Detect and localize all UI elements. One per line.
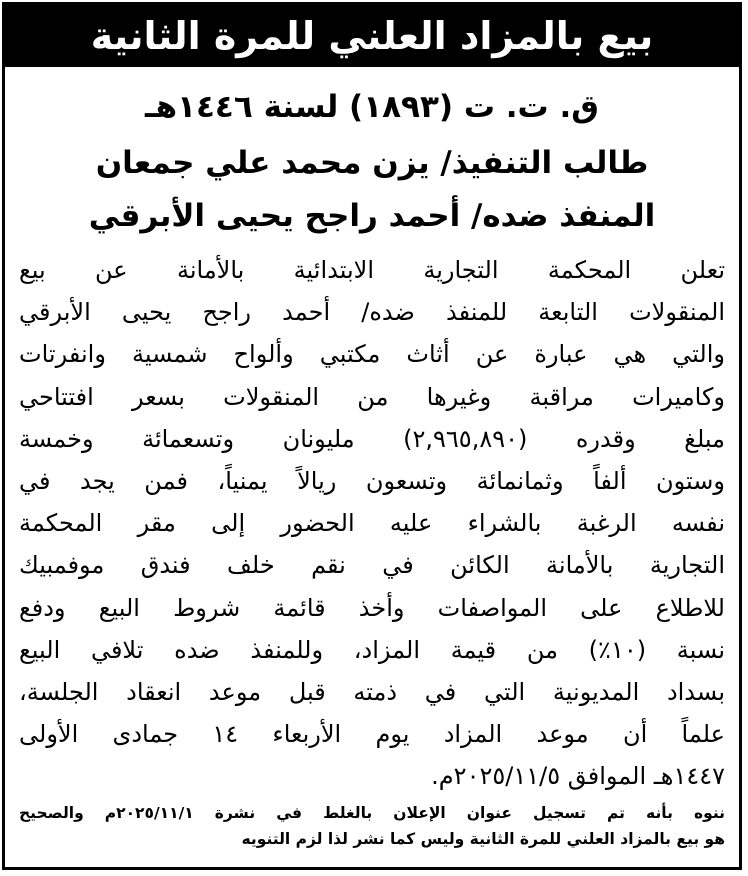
body-line: بسداد المديونية التي في ذمته قبل موعد انعقاد الجلسة،: [19, 677, 725, 706]
body-line: والتي هي عبارة عن أثاث مكتبي وألواح شمسية وانفرتات: [19, 340, 725, 369]
body-line: نفسه الرغبة بالشراء عليه الحضور إلى مقر المحكمة: [19, 509, 725, 538]
notice-frame: [2, 2, 742, 870]
body-line: وستون ألفاً وثمانمائة وتسعون ريالاً يمنياً، فمن يجد في: [19, 466, 725, 495]
notice-body: [19, 249, 725, 797]
title-banner: [5, 5, 739, 67]
correction-note-line: هو بيع بالمزاد العلني للمرة الثانية وليس كما نشر لذا لزم التنويه: [241, 830, 725, 848]
correction-note-line: ننوه بأنه تم تسجيل عنوان الإعلان بالغلط في نشرة ٢٠٢٥/١١/١م والصحيح: [19, 804, 725, 822]
body-line: نسبة (١٠٪) من قيمة المزاد، وللمنفذ ضده تلافي البيع: [19, 635, 725, 664]
body-line: ١٤٤٧هـ الموافق ٢٠٢٥/١١/٥م.: [431, 762, 725, 791]
case-number: ق. ت. ت (١٨٩٣) لسنة ١٤٤٦هـ: [145, 89, 599, 125]
execution-applicant: طالب التنفيذ/ يزن محمد علي جمعان: [95, 145, 649, 181]
body-line: مبلغ وقدره (٢,٩٦٥,٨٩٠) مليونان وتسعمائة وخمسة: [19, 424, 725, 453]
body-line: للاطلاع على المواصفات وأخذ قائمة شروط البيع ودفع: [19, 593, 725, 622]
body-line: التجارية بالأمانة الكائن في نقم خلف فندق موفمبيك: [19, 551, 725, 580]
executed-against: المنفذ ضده/ أحمد راجح يحيى الأبرقي: [88, 198, 656, 234]
body-line: المنقولات التابعة للمنفذ ضده/ أحمد راجح يحيى الأبرقي: [19, 298, 725, 327]
notice-title: بيع بالمزاد العلني للمرة الثانية: [90, 14, 654, 58]
body-line: وكاميرات مراقبة وغيرها من المنقولات بسعر افتتاحي: [19, 382, 725, 411]
body-line: تعلن المحكمة التجارية الابتدائية بالأمانة عن بيع: [19, 256, 725, 284]
body-line: علماً أن موعد المزاد يوم الأربعاء ١٤ جمادى الأولى: [19, 720, 725, 749]
